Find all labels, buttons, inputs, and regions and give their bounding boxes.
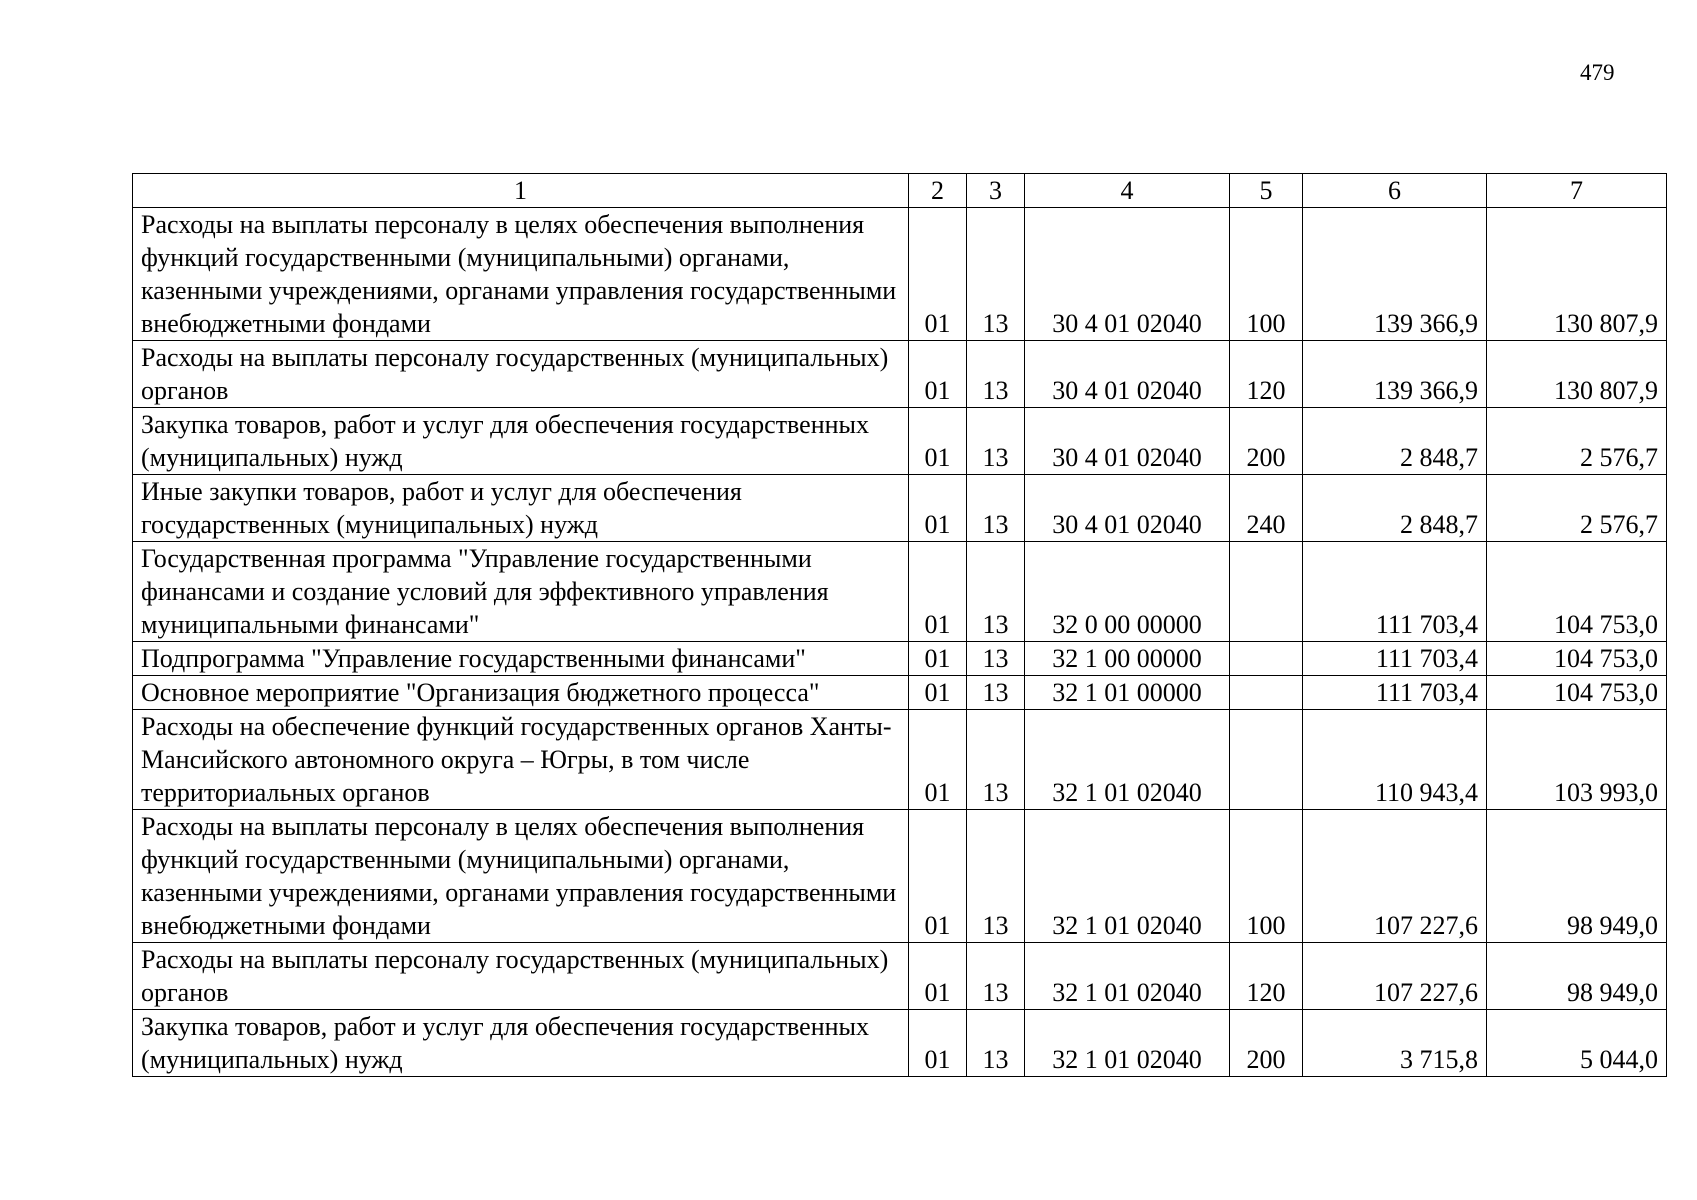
row-expense-type [1230, 710, 1303, 810]
row-amount-col6: 107 227,6 [1303, 943, 1487, 1010]
row-section: 01 [909, 208, 967, 341]
row-description: Подпрограмма "Управление государственными финансами" [133, 642, 909, 676]
row-description: Расходы на выплаты персоналу государственных (муниципальных) органов [133, 943, 909, 1010]
row-amount-col7: 103 993,0 [1487, 710, 1667, 810]
row-target-article: 32 0 00 00000 [1025, 542, 1230, 642]
row-description: Иные закупки товаров, работ и услуг для обеспечения государственных (муниципальных) нужд [133, 475, 909, 542]
row-amount-col6: 111 703,4 [1303, 542, 1487, 642]
row-amount-col6: 139 366,9 [1303, 341, 1487, 408]
table-row [133, 1010, 1667, 1077]
row-amount-col7: 2 576,7 [1487, 408, 1667, 475]
row-section: 01 [909, 642, 967, 676]
row-expense-type: 120 [1230, 943, 1303, 1010]
row-amount-col6: 2 848,7 [1303, 408, 1487, 475]
row-subsection: 13 [967, 710, 1025, 810]
row-subsection: 13 [967, 676, 1025, 710]
row-target-article: 30 4 01 02040 [1025, 408, 1230, 475]
row-amount-col7: 104 753,0 [1487, 676, 1667, 710]
row-target-article: 32 1 01 02040 [1025, 943, 1230, 1010]
table-row [133, 408, 1667, 475]
row-amount-col7: 104 753,0 [1487, 642, 1667, 676]
row-description: Государственная программа "Управление государственными финансами и создание условий для эффективного управления муниципальными финансами" [133, 542, 909, 642]
row-subsection: 13 [967, 341, 1025, 408]
row-expense-type: 120 [1230, 341, 1303, 408]
row-section: 01 [909, 542, 967, 642]
header-col-7: 7 [1487, 174, 1667, 208]
row-amount-col6: 3 715,8 [1303, 1010, 1487, 1077]
budget-table [132, 173, 1667, 1077]
row-amount-col6: 111 703,4 [1303, 676, 1487, 710]
header-col-4: 4 [1025, 174, 1230, 208]
row-description: Основное мероприятие "Организация бюджетного процесса" [133, 676, 909, 710]
row-amount-col6: 110 943,4 [1303, 710, 1487, 810]
header-row [133, 174, 1667, 208]
row-target-article: 32 1 01 00000 [1025, 676, 1230, 710]
table-row [133, 642, 1667, 676]
page-number: 479 [1580, 60, 1615, 85]
table-row [133, 710, 1667, 810]
row-expense-type: 240 [1230, 475, 1303, 542]
table-row [133, 943, 1667, 1010]
row-description: Закупка товаров, работ и услуг для обеспечения государственных (муниципальных) нужд [133, 1010, 909, 1077]
row-section: 01 [909, 676, 967, 710]
row-amount-col6: 2 848,7 [1303, 475, 1487, 542]
row-target-article: 30 4 01 02040 [1025, 208, 1230, 341]
table-row [133, 676, 1667, 710]
row-description: Закупка товаров, работ и услуг для обеспечения государственных (муниципальных) нужд [133, 408, 909, 475]
row-expense-type: 200 [1230, 1010, 1303, 1077]
row-target-article: 32 1 01 02040 [1025, 810, 1230, 943]
row-target-article: 32 1 00 00000 [1025, 642, 1230, 676]
row-section: 01 [909, 810, 967, 943]
row-expense-type [1230, 642, 1303, 676]
row-amount-col7: 98 949,0 [1487, 810, 1667, 943]
header-col-5: 5 [1230, 174, 1303, 208]
table-row [133, 475, 1667, 542]
row-amount-col6: 111 703,4 [1303, 642, 1487, 676]
header-col-3: 3 [967, 174, 1025, 208]
row-target-article: 30 4 01 02040 [1025, 341, 1230, 408]
header-col-6: 6 [1303, 174, 1487, 208]
row-expense-type: 100 [1230, 810, 1303, 943]
row-section: 01 [909, 408, 967, 475]
table-row [133, 341, 1667, 408]
header-col-1: 1 [133, 174, 909, 208]
row-subsection: 13 [967, 642, 1025, 676]
row-subsection: 13 [967, 475, 1025, 542]
row-amount-col7: 2 576,7 [1487, 475, 1667, 542]
row-subsection: 13 [967, 1010, 1025, 1077]
row-description: Расходы на выплаты персоналу государственных (муниципальных) органов [133, 341, 909, 408]
row-section: 01 [909, 943, 967, 1010]
row-amount-col7: 104 753,0 [1487, 542, 1667, 642]
row-amount-col6: 107 227,6 [1303, 810, 1487, 943]
table-row [133, 810, 1667, 943]
row-amount-col7: 98 949,0 [1487, 943, 1667, 1010]
row-expense-type [1230, 542, 1303, 642]
row-target-article: 32 1 01 02040 [1025, 710, 1230, 810]
row-subsection: 13 [967, 943, 1025, 1010]
row-amount-col7: 130 807,9 [1487, 341, 1667, 408]
row-description: Расходы на выплаты персоналу в целях обеспечения выполнения функций государственными (муниципальными) органами, казенными учреждениями, органами управления государственными внебюджетными фондами [133, 208, 909, 341]
row-amount-col7: 130 807,9 [1487, 208, 1667, 341]
row-subsection: 13 [967, 408, 1025, 475]
row-amount-col7: 5 044,0 [1487, 1010, 1667, 1077]
row-expense-type [1230, 676, 1303, 710]
table-row [133, 542, 1667, 642]
row-subsection: 13 [967, 810, 1025, 943]
row-amount-col6: 139 366,9 [1303, 208, 1487, 341]
header-col-2: 2 [909, 174, 967, 208]
row-section: 01 [909, 475, 967, 542]
row-section: 01 [909, 1010, 967, 1077]
row-expense-type: 200 [1230, 408, 1303, 475]
row-target-article: 30 4 01 02040 [1025, 475, 1230, 542]
row-expense-type: 100 [1230, 208, 1303, 341]
row-section: 01 [909, 341, 967, 408]
row-description: Расходы на выплаты персоналу в целях обеспечения выполнения функций государственными (муниципальными) органами, казенными учреждениями, органами управления государственными внебюджетными фондами [133, 810, 909, 943]
row-section: 01 [909, 710, 967, 810]
table-row [133, 208, 1667, 341]
row-target-article: 32 1 01 02040 [1025, 1010, 1230, 1077]
row-subsection: 13 [967, 208, 1025, 341]
row-description: Расходы на обеспечение функций государственных органов Ханты-Мансийского автономного округа – Югры, в том числе территориальных органов [133, 710, 909, 810]
row-subsection: 13 [967, 542, 1025, 642]
